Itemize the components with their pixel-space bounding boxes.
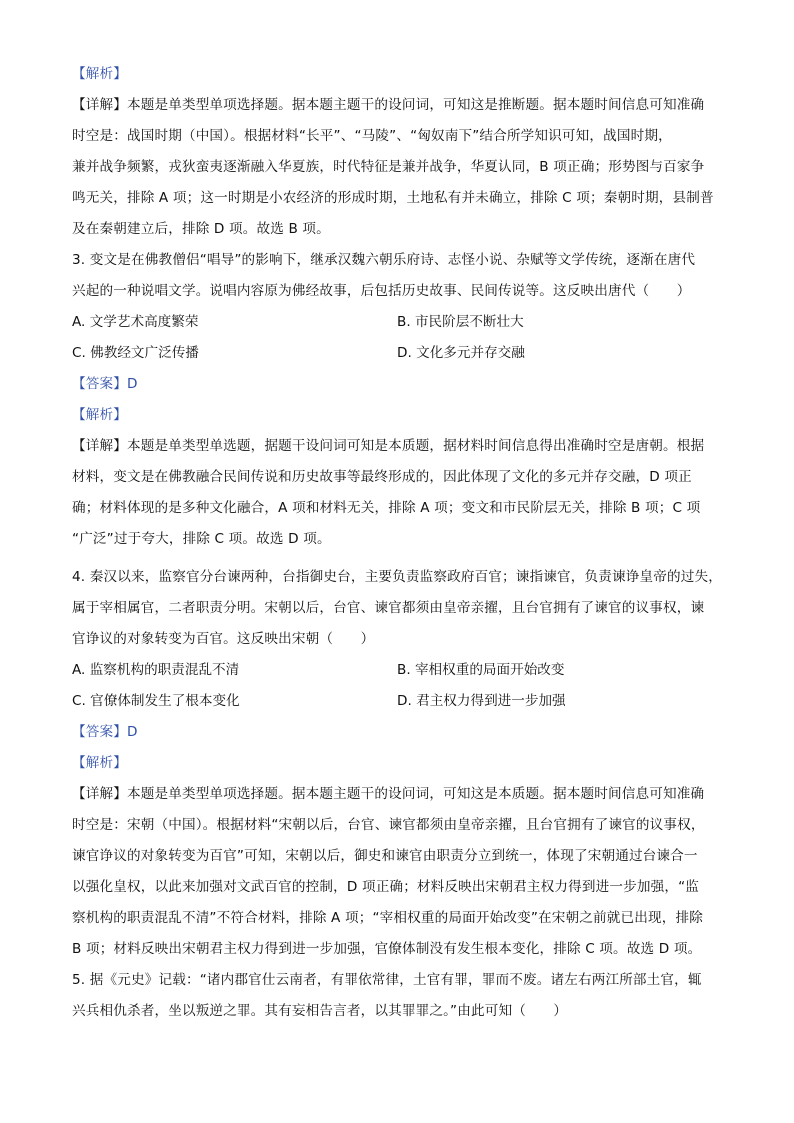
text-line: 鸣无关，排除 A 项；这一时期是小农经济的形成时期，土地私有并未确立，排除 C 项；秦朝时期，县制普 — [72, 190, 714, 206]
text-line: 【详解】本题是单类型单选题，据题干设问词可知是本质题，据材料时间信息得出准确时空是唐朝。根据 — [72, 438, 705, 454]
text-line: 材料，变文是在佛教融合民间传说和历史故事等最终形成的，因此体现了文化的多元并存交融，D 项正 — [72, 469, 692, 485]
option-d: D. 文化多元并存交融 — [397, 345, 525, 361]
text-line: 察机构的职责混乱不清”不符合材料，排除 A 项；“宰相权重的局面开始改变”在宋朝之前就已出现，排除 — [72, 910, 703, 926]
text-line: 【详解】本题是单类型单项选择题。据本题主题干的设问词，可知这是推断题。据本题时间信息可知准确 — [72, 97, 705, 113]
text-line: 时空是：战国时期（中国）。根据材料“长平”、“马陵”、“匈奴南下”结合所学知识可知，战国时期， — [72, 128, 672, 144]
text-line: 及在秦朝建立后，排除 D 项。故选 B 项。 — [72, 221, 330, 237]
question-stem-line: 兴起的一种说唱文学。说唱内容原为佛经故事，后包括历史故事、民间传说等。这反映出唐代（ ） — [72, 283, 691, 299]
option-a: A. 文学艺术高度繁荣 — [72, 314, 199, 330]
question-stem-line: 兴兵相仇杀者，坐以叛逆之罪。其有妄相告言者，以其罪罪之。”由此可知（ ） — [72, 1003, 568, 1019]
text-line: 【详解】本题是单类型单项选择题。据本题主题干的设问词，可知这是本质题。据本题时间信息可知准确 — [72, 786, 705, 802]
section-label-analysis: 【解析】 — [72, 66, 127, 82]
text-line: 谏官诤议的对象转变为百官”可知，宋朝以后，御史和谏官由职责分立到统一，体现了宋朝通过台谏合一 — [72, 848, 698, 864]
option-a: A. 监察机构的职责混乱不清 — [72, 662, 240, 678]
text-line: 兼并战争频繁，戎狄蛮夷逐渐融入华夏族，时代特征是兼并战争，华夏认同，B 项正确；形势图与百家争 — [72, 159, 705, 175]
question-stem-line: 4. 秦汉以来，监察官分台谏两种，台指御史台，主要负责监察政府百官；谏指谏官，负责谏诤皇帝的过失， — [72, 569, 722, 585]
text-line: 以强化皇权，以此来加强对文武百官的控制，D 项正确；材料反映出宋朝君主权力得到进一步加强，“监 — [72, 879, 700, 895]
option-c: C. 官僚体制发生了根本变化 — [72, 693, 240, 709]
question-stem-line: 3. 变文是在佛教僧侣“唱导”的影响下，继承汉魏六朝乐府诗、志怪小说、杂赋等文学传统，逐渐在唐代 — [72, 252, 696, 268]
question-stem-line: 属于宰相属官，二者职责分明。宋朝以后，台官、谏官都须由皇帝亲擢，且台官拥有了谏官的议事权，谏 — [72, 600, 705, 616]
answer-label: 【答案】D — [72, 376, 138, 392]
answer-label: 【答案】D — [72, 724, 138, 740]
section-label-analysis: 【解析】 — [72, 755, 127, 771]
option-b: B. 宰相权重的局面开始改变 — [397, 662, 565, 678]
option-c: C. 佛教经文广泛传播 — [72, 345, 199, 361]
text-line: B 项；材料反映出宋朝君主权力得到进一步加强，官僚体制没有发生根本变化，排除 C 项。故选 D 项。 — [72, 941, 702, 957]
text-line: “广泛”过于夸大，排除 C 项。故选 D 项。 — [72, 531, 331, 547]
question-stem-line: 5. 据《元史》记载：“诸内郡官仕云南者，有罪依常律，土官有罪，罪而不废。诸左右两江所部土官，辄 — [72, 972, 702, 988]
option-d: D. 君主权力得到进一步加强 — [397, 693, 566, 709]
section-label-analysis: 【解析】 — [72, 407, 127, 423]
text-line: 确；材料体现的是多种文化融合，A 项和材料无关，排除 A 项；变文和市民阶层无关，排除 B 项；C 项 — [72, 500, 701, 516]
option-b: B. 市民阶层不断壮大 — [397, 314, 524, 330]
question-stem-line: 官诤议的对象转变为百官。这反映出宋朝（ ） — [72, 631, 375, 647]
text-line: 时空是：宋朝（中国）。根据材料“宋朝以后，台官、谏官都须由皇帝亲擢，且台官拥有了谏官的议事权， — [72, 817, 705, 833]
